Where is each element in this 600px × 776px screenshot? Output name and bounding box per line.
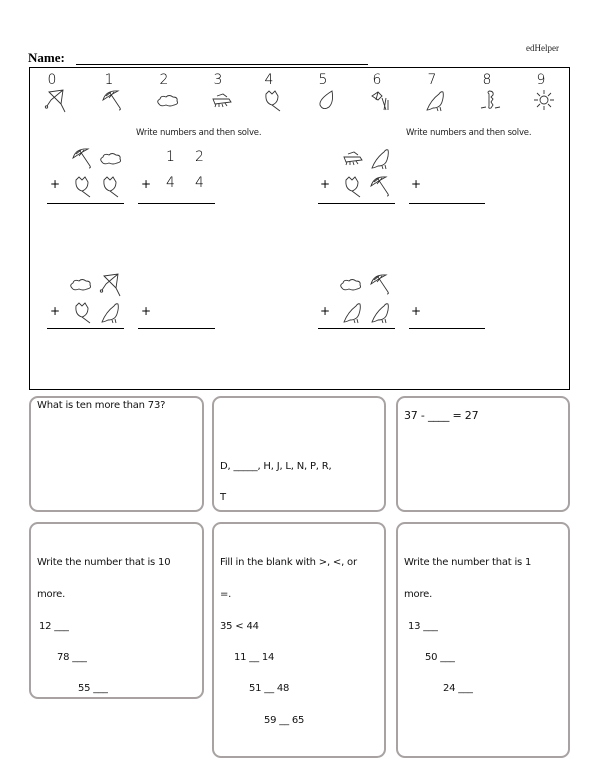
- card-item: 35 < 44: [220, 621, 259, 632]
- plus-sign: +: [320, 177, 331, 191]
- card-item: 11 __ 14: [234, 652, 275, 663]
- answer-bottom-tens: 4: [166, 175, 175, 191]
- card-text-line1: Fill in the blank with >, <, or: [220, 557, 357, 568]
- plus-sign: +: [411, 177, 422, 191]
- key-digit: 6: [372, 72, 382, 88]
- card-item: 55 ___: [78, 683, 108, 694]
- card-item: 59 __ 65: [264, 715, 305, 726]
- answer-line[interactable]: [409, 203, 485, 204]
- instructions-right: Write numbers and then solve.: [406, 128, 532, 138]
- bird-icon: [420, 88, 450, 112]
- worm-icon: [475, 88, 505, 112]
- raindrop-icon: [311, 88, 341, 112]
- sun-icon: [529, 88, 559, 112]
- plus-sign: +: [141, 304, 152, 318]
- brand-label: edHelper: [526, 43, 559, 53]
- card-item: 12 ___: [39, 621, 69, 632]
- tulip-icon: [98, 174, 122, 198]
- kite-icon: [40, 88, 70, 112]
- key-digit: 9: [536, 72, 546, 88]
- plus-sign: +: [50, 304, 61, 318]
- key-digit: 3: [213, 72, 223, 88]
- answer-top-tens: 1: [166, 149, 175, 165]
- bird-icon: [98, 300, 122, 324]
- bird-icon: [340, 300, 364, 324]
- answer-top-ones: 2: [195, 149, 204, 165]
- name-input-line[interactable]: [76, 64, 368, 65]
- key-digit: 4: [264, 72, 274, 88]
- card-question: What is ten more than 73?: [37, 400, 166, 411]
- key-digit: 8: [482, 72, 492, 88]
- cloud-icon: [152, 88, 182, 112]
- plus-sign: +: [320, 304, 331, 318]
- card-letter-pattern: [212, 396, 386, 512]
- plus-sign: +: [50, 177, 61, 191]
- card-ten-more: [29, 522, 204, 699]
- card-text-line2: more.: [37, 589, 66, 600]
- card-compare: [212, 522, 386, 758]
- bee-icon: [206, 88, 236, 112]
- card-one-more: [396, 522, 570, 758]
- bee-icon: [340, 146, 364, 170]
- card-item: 50 ___: [425, 652, 455, 663]
- answer-bottom-ones: 4: [195, 175, 204, 191]
- bird-icon: [368, 300, 392, 324]
- umbrella-icon: [368, 174, 392, 198]
- answer-line[interactable]: [138, 203, 215, 204]
- card-equation: 37 - ____ = 27: [404, 409, 479, 422]
- instructions-left: Write numbers and then solve.: [136, 128, 262, 138]
- plus-sign: +: [141, 177, 152, 191]
- sum-line: [318, 203, 395, 204]
- key-digit: 2: [159, 72, 169, 88]
- card-text-line2: more.: [404, 589, 433, 600]
- card-subtraction: [396, 396, 570, 512]
- key-digit: 7: [427, 72, 437, 88]
- answer-line[interactable]: [138, 328, 215, 329]
- card-text-line2: T: [220, 492, 226, 503]
- tulip-icon: [70, 300, 94, 324]
- umbrella-icon: [97, 88, 127, 112]
- card-item: 13 ___: [408, 621, 438, 632]
- card-text-line1: D, _____, H, J, L, N, P, R,: [220, 461, 332, 472]
- sum-line: [318, 328, 395, 329]
- cloud-icon: [68, 272, 92, 296]
- card-ten-more-than-73: [29, 396, 204, 512]
- daffodil-icon: [365, 88, 395, 112]
- umbrella-icon: [368, 272, 392, 296]
- name-label: Name:: [28, 50, 65, 65]
- card-text-line2: =.: [220, 589, 232, 600]
- bird-icon: [368, 146, 392, 170]
- key-digit: 5: [318, 72, 328, 88]
- tulip-icon: [340, 174, 364, 198]
- sum-line: [47, 203, 124, 204]
- card-text-line1: Write the number that is 10: [37, 557, 171, 568]
- picture-math-box: [29, 67, 570, 390]
- card-item: 78 ___: [57, 652, 87, 663]
- card-item: 51 __ 48: [249, 683, 290, 694]
- tulip-icon: [70, 174, 94, 198]
- cloud-icon: [98, 146, 122, 170]
- umbrella-icon: [70, 146, 94, 170]
- key-digit: 1: [104, 72, 114, 88]
- sum-line: [47, 328, 124, 329]
- cloud-icon: [338, 272, 362, 296]
- answer-line[interactable]: [409, 328, 485, 329]
- kite-icon: [98, 272, 122, 296]
- plus-sign: +: [411, 304, 422, 318]
- card-text-line1: Write the number that is 1: [404, 557, 532, 568]
- card-item: 24 ___: [443, 683, 473, 694]
- tulip-icon: [257, 88, 287, 112]
- key-digit: 0: [47, 72, 57, 88]
